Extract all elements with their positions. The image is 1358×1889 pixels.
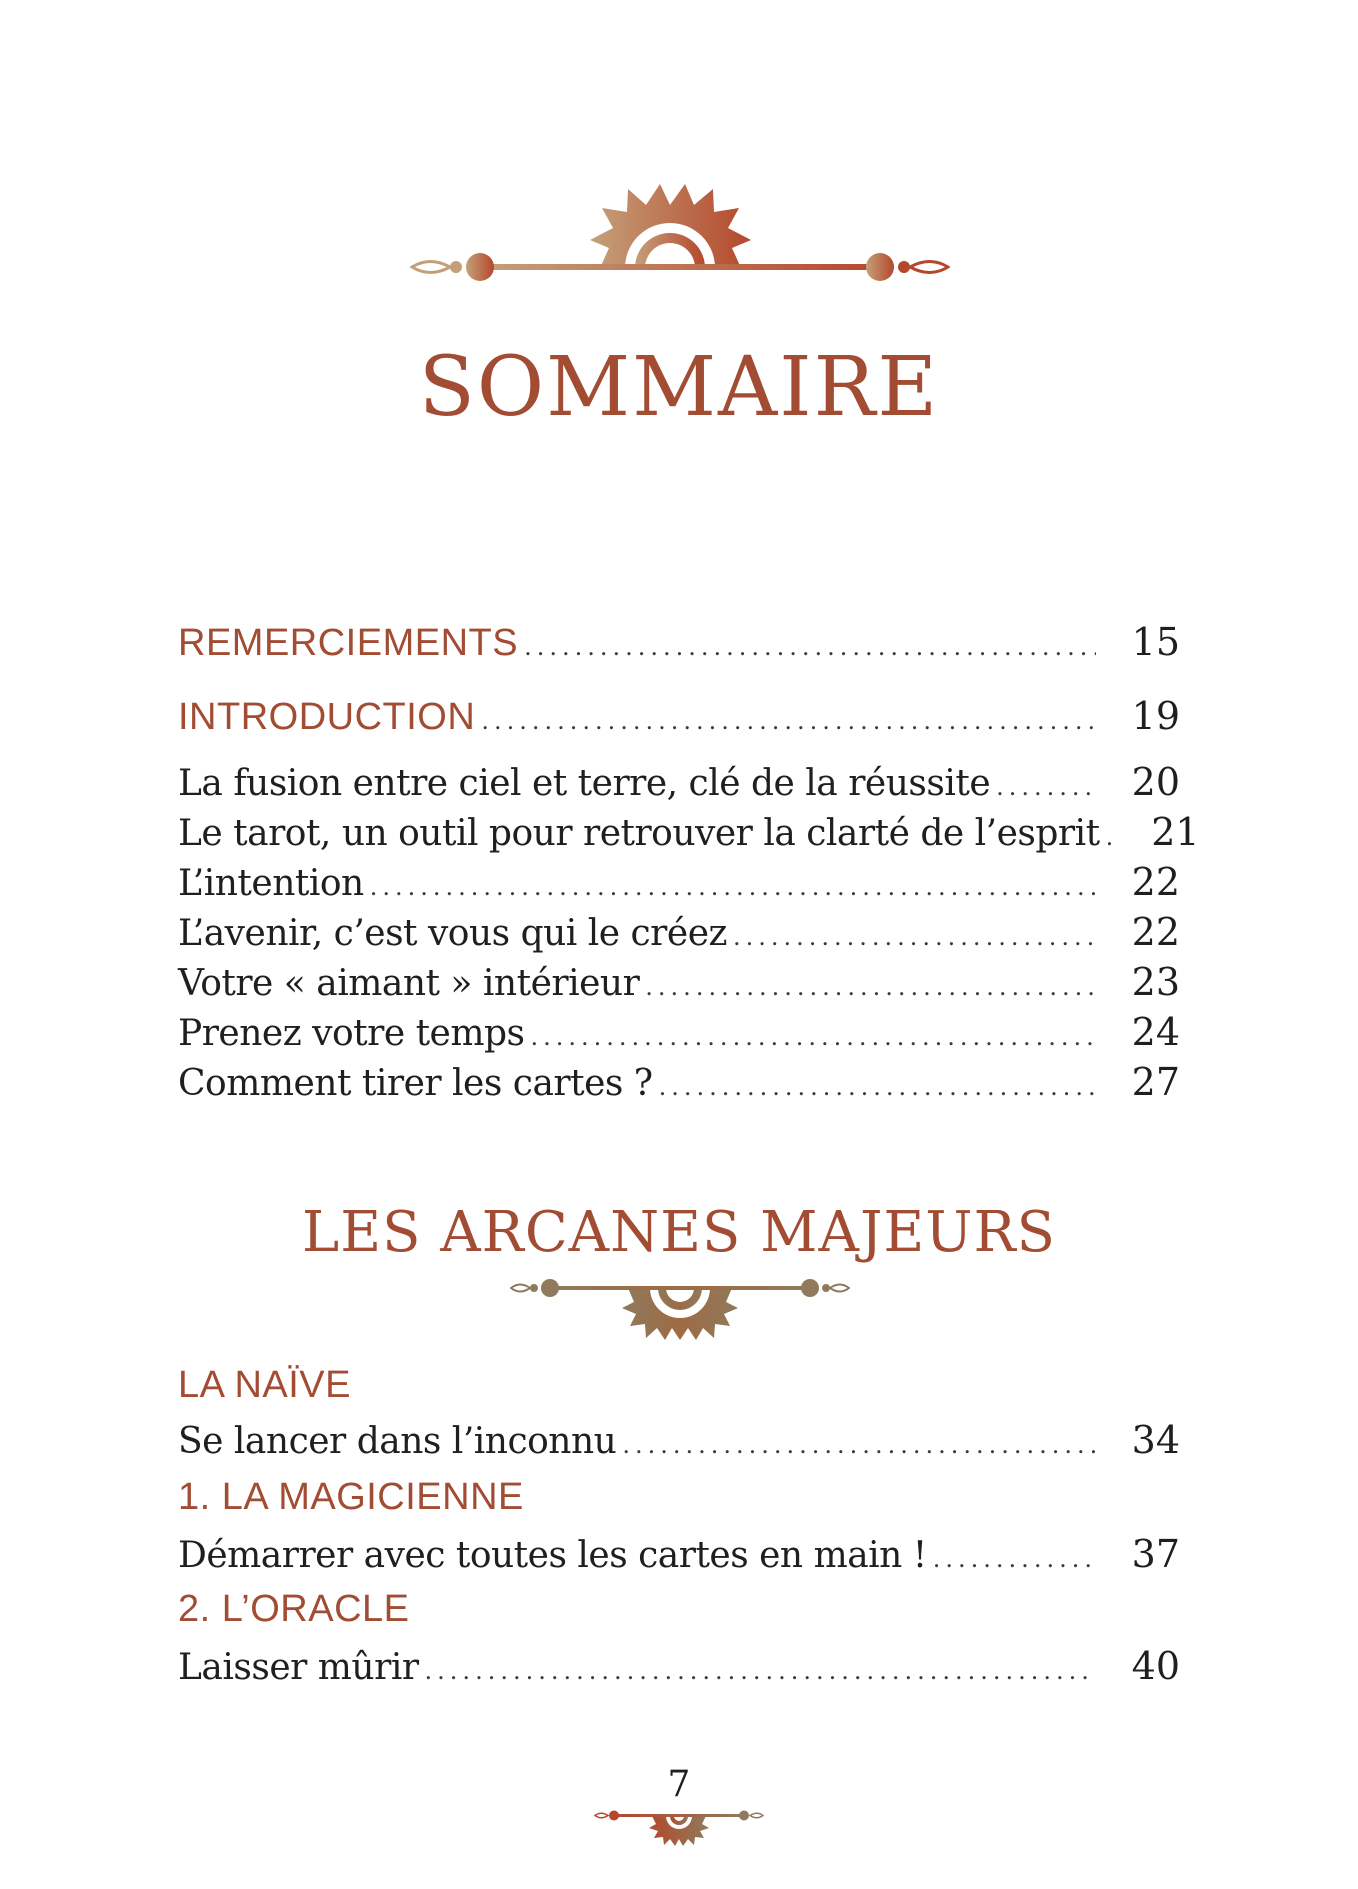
- page-ref: 24: [1131, 1010, 1180, 1054]
- dot-leader: [524, 633, 1096, 661]
- page-ref: 22: [1131, 860, 1180, 904]
- toc-row[interactable]: [178, 1644, 1180, 1700]
- toc-row[interactable]: [178, 860, 1180, 910]
- page-ref: 19: [1131, 694, 1180, 738]
- dot-leader: [933, 1545, 1096, 1573]
- toc-entry: La fusion entre ciel et terre, clé de la réussite: [178, 763, 991, 804]
- page-ref: 34: [1131, 1418, 1180, 1462]
- toc-row-introduction[interactable]: [178, 694, 1180, 760]
- page-number: 7: [667, 1764, 691, 1805]
- dot-leader: [659, 1073, 1096, 1101]
- dot-leader: [531, 1023, 1097, 1051]
- page-ref: 23: [1131, 960, 1180, 1004]
- sun-ornament-top-icon: [410, 172, 950, 292]
- card-heading: 1. LA MAGICIENNE: [178, 1476, 524, 1518]
- section-title: LES ARCANES MAJEURS: [302, 1200, 1056, 1265]
- toc-row-remerciements[interactable]: [178, 620, 1180, 694]
- dot-leader: [996, 773, 1096, 801]
- toc-row[interactable]: [178, 1532, 1180, 1588]
- dot-leader: [425, 1657, 1096, 1685]
- sun-ornament-middle-icon: [510, 1276, 850, 1346]
- page-title: SOMMAIRE: [418, 340, 940, 435]
- page-ref: 15: [1131, 620, 1180, 664]
- page-ref: 20: [1131, 760, 1180, 804]
- toc-entry: Prenez votre temps: [178, 1013, 525, 1054]
- dot-leader: [645, 973, 1096, 1001]
- dot-leader: [1106, 823, 1116, 851]
- toc-entry: Le tarot, un outil pour retrouver la clarté de l’esprit: [178, 813, 1100, 854]
- dot-leader: [370, 873, 1096, 901]
- sun-ornament-bottom-icon: [594, 1808, 764, 1848]
- card-heading: 2. L’ORACLE: [178, 1588, 410, 1630]
- toc-row[interactable]: [178, 910, 1180, 960]
- page-ref: 21: [1151, 810, 1200, 854]
- toc-row[interactable]: [178, 1060, 1180, 1110]
- dot-leader: [481, 707, 1096, 735]
- toc-entry: Laisser mûrir: [178, 1647, 419, 1688]
- page-ref: 27: [1131, 1060, 1180, 1104]
- toc-entry: L’avenir, c’est vous qui le créez: [178, 913, 727, 954]
- page-ref: 22: [1131, 910, 1180, 954]
- toc-heading: REMERCIEMENTS: [178, 622, 519, 664]
- page-ref: 37: [1131, 1532, 1180, 1576]
- toc-entry: Démarrer avec toutes les cartes en main !: [178, 1535, 927, 1576]
- toc-row[interactable]: [178, 760, 1180, 810]
- page-ref: 40: [1131, 1644, 1180, 1688]
- toc-row[interactable]: [178, 960, 1180, 1010]
- toc-arcanes: [178, 1364, 1180, 1700]
- toc-entry: Se lancer dans l’inconnu: [178, 1421, 617, 1462]
- toc-entry: Comment tirer les cartes ?: [178, 1063, 653, 1104]
- toc-entry: Votre « aimant » intérieur: [178, 963, 640, 1004]
- toc-entry: L’intention: [178, 863, 364, 904]
- toc-intro: [178, 620, 1200, 1110]
- toc-row[interactable]: [178, 1010, 1180, 1060]
- dot-leader: [733, 923, 1096, 951]
- toc-heading: INTRODUCTION: [178, 696, 476, 738]
- card-heading: LA NAÏVE: [178, 1364, 351, 1406]
- toc-row[interactable]: [178, 1418, 1180, 1476]
- toc-row[interactable]: [178, 810, 1200, 860]
- dot-leader: [622, 1431, 1096, 1459]
